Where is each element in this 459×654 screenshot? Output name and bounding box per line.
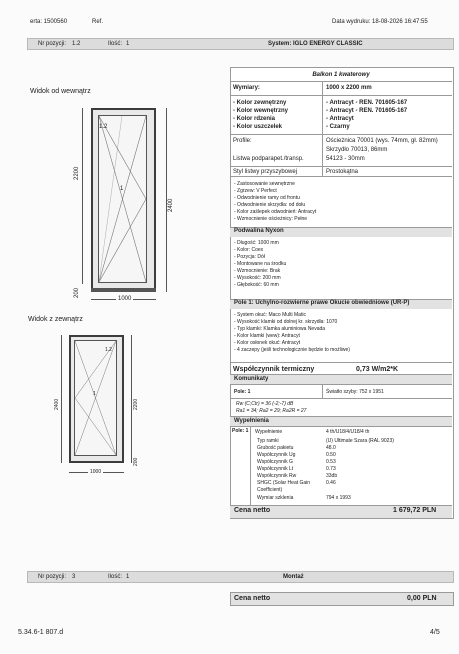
nyxon-title: Podwalina Nyxon (234, 228, 284, 234)
glass-light: Światło szyby: 752 x 1951 (326, 389, 384, 395)
dim-200-outside: 200 (133, 457, 139, 466)
color-internal-value: - Antracyt - REN. 701605-167 (326, 108, 408, 114)
dimensions-value: 1000 x 2200 mm (326, 85, 372, 91)
montaz-title: Montaż (283, 574, 304, 580)
dimensions-label: Wymiary: (233, 85, 260, 91)
field-title: Pole 1: Uchylno-rozwierne prawe Okucie obwiedniowe (UR-P) (234, 300, 410, 306)
dim-200-left: 200 (74, 287, 80, 298)
print-date: Data wydruku: 18-08-2026 16:47:55 (332, 19, 428, 25)
dim-line-left-outside (61, 335, 62, 463)
glass-label-6: SHGC (Solar Heat Gain (257, 480, 311, 486)
dim-line-right (166, 108, 167, 292)
position-label: Nr pozycji: (38, 41, 67, 47)
nyxon-reinforcement: - Wzmocnienie: Brak (234, 268, 281, 274)
glass-value-2: 0.50 (326, 452, 336, 458)
view-outside-label: Widok z zewnątrz (28, 316, 83, 323)
color-external-label: - Kolor zewnętrzny (233, 100, 287, 106)
field-id-outside: 1 (93, 391, 96, 397)
field-item-4: - Kolor osłonek okuć: Antracyt (234, 340, 301, 346)
field-item-0: - System okuć: Maco Multi Matic (234, 312, 306, 318)
quantity-value: 1 (126, 41, 130, 47)
field-item-2: - Typ klamki: Klamka aluminiowa Nevada (234, 326, 326, 332)
ref-label: Ref. (92, 19, 104, 25)
fill-label: Wypełnienie (255, 429, 283, 435)
feature-4: - Kolor zaślepek odwodnień: Antracyt (234, 209, 317, 215)
color-gasket-label: - Kolor uszczelek (233, 124, 283, 130)
dim-line-left (82, 108, 83, 284)
glass-value-8: 794 x 1993 (326, 495, 351, 501)
thermal-label: Współczynnik termiczny (233, 366, 315, 373)
glass-label-3: Współczynnik G (257, 459, 293, 465)
quantity-label: Ilość: (108, 41, 123, 47)
bottom-net-label: Cena netto (234, 595, 271, 602)
bead-label: Styl listwy przyszybowej (233, 169, 298, 175)
glass-label-7: Coefficient) (257, 487, 283, 493)
net-price-value: 1 679,72 PLN (393, 507, 437, 514)
field-id: 1 (120, 186, 124, 192)
feature-0: - Zastosowanie sewnętrzne (234, 181, 295, 187)
spec-title: Balkon 1 kwaterowy (312, 72, 370, 78)
glass-value-6: 0.46 (326, 480, 336, 486)
dim-2400-outside: 2400 (54, 398, 60, 410)
ra-line: Ra1 = 34; Ra2 = 29; Ra2R = 27 (236, 408, 307, 414)
glass-label-8: Wymiar szklenia (257, 495, 294, 501)
position-value: 1.2 (72, 41, 81, 47)
profile-sash: Skrzydło 70013, 86mm (326, 147, 388, 153)
glass-value-0: (U) Ultimate Szara (RAL 9023) (326, 438, 394, 444)
system-name: System: IGLO ENERGY CLASSIC (268, 41, 363, 47)
glass-value-4: 0.73 (326, 466, 336, 472)
fill-pole: Pole: 1 (232, 428, 249, 434)
bottom-net-value: 0,00 PLN (407, 595, 437, 602)
field-item-1: - Wysokość klamki od dolnej kr. skrzydła: 1070 (234, 319, 338, 325)
komunikaty-pole: Pole: 1 (234, 389, 251, 395)
nyxon-mount: - Montowane na środku (234, 261, 287, 267)
footer-page: 4/5 (430, 629, 440, 636)
sash-id: 1.2 (99, 124, 108, 130)
view-inside-label: Widok od wewnątrz (30, 88, 91, 95)
color-internal-label: - Kolor wewnętrzny (233, 108, 289, 114)
dim-1000: 1000 (118, 296, 132, 302)
sill-profile (91, 288, 156, 292)
position-label-2: Nr pozycji: (38, 574, 67, 580)
color-external-value: - Antracyt - REN. 701605-167 (326, 100, 408, 106)
nyxon-height: - Wysokość: 200 mm (234, 275, 281, 281)
opening-lines-outside (75, 341, 116, 455)
nyxon-depth: - Głębokość: 60 mm (234, 282, 279, 288)
dim-2200-outside: 2200 (133, 398, 139, 410)
sill-value: 54123 - 30mm (326, 156, 365, 162)
color-core-label: - Kolor rdzenia (233, 116, 276, 122)
quantity-label-2: Ilość: (108, 574, 123, 580)
profile-frame: Ościeżnica 70001 (wys. 74mm, gł. 82mm) (326, 138, 438, 144)
thermal-value: 0,73 W/m2*K (356, 366, 399, 373)
feature-1: - Zgrzew: V Perfect (234, 188, 277, 194)
footer-version: 5.34.6-1 807.d (18, 629, 64, 636)
profile-label: Profile: (233, 138, 252, 144)
position-value-2: 3 (72, 574, 76, 580)
dim-2200-left: 2200 (74, 166, 80, 180)
dim-1000-outside: 1000 (90, 469, 102, 475)
dim-line-right-outside (131, 335, 132, 463)
glass-value-1: 48.0 (326, 445, 336, 451)
glass-label-5: Współczynnik Rw (257, 473, 297, 479)
glass-label-2: Współczynnik Ug (257, 452, 296, 458)
field-item-3: - Kolor klamki (wew): Antracyt (234, 333, 300, 339)
position-bar (27, 38, 454, 50)
nyxon-position: - Pozycja: Dół (234, 254, 265, 260)
feature-5: - Wzmocnienie ościeżnicy: Pełne (234, 216, 308, 222)
offer-number: erta: 1500560 (30, 19, 68, 25)
komunikaty-header: Komunikaty (234, 376, 269, 382)
window-drawing-outside (69, 335, 124, 463)
feature-3: - Odwodnienie skrzydła: od dołu (234, 202, 306, 208)
glass-label-4: Współczynnik Lt (257, 466, 294, 472)
glass-label-0: Typ ramki (257, 438, 279, 444)
net-price-label: Cena netto (234, 507, 271, 514)
color-gasket-value: - Czarny (326, 124, 350, 130)
dim-2400-right: 2400 (168, 198, 174, 212)
nyxon-color: - Kolor: Coex (234, 247, 264, 253)
window-drawing-inside (91, 108, 156, 292)
wypelnienia-header: Wypełnienia (234, 418, 269, 424)
color-core-value: - Antracyt (326, 116, 354, 122)
fill-value: 4 th/U18/4/U18/4 th (326, 429, 370, 435)
glass-label-1: Grubość pakietu (257, 445, 294, 451)
feature-2: - Odwodnienie ramy od frontu (234, 195, 300, 201)
sash-id-outside: 1.2 (105, 347, 112, 353)
glass-value-5: 33db (326, 473, 338, 479)
bead-value: Prostokątna (326, 169, 359, 175)
field-item-5: - 4 zaczepy (jeśli technologicznie będzie to możliwe) (234, 347, 350, 353)
opening-lines (99, 116, 146, 282)
rw-line: Rw (C;Ctr) = 36 (-2;-7) dB (236, 401, 294, 407)
glass-value-3: 0.53 (326, 459, 336, 465)
nyxon-length: - Długość: 1000 mm (234, 240, 279, 246)
position-bar-montaz (27, 571, 454, 583)
sill-label: Listwa podparapet./transp. (233, 156, 304, 162)
quantity-value-2: 1 (126, 574, 130, 580)
